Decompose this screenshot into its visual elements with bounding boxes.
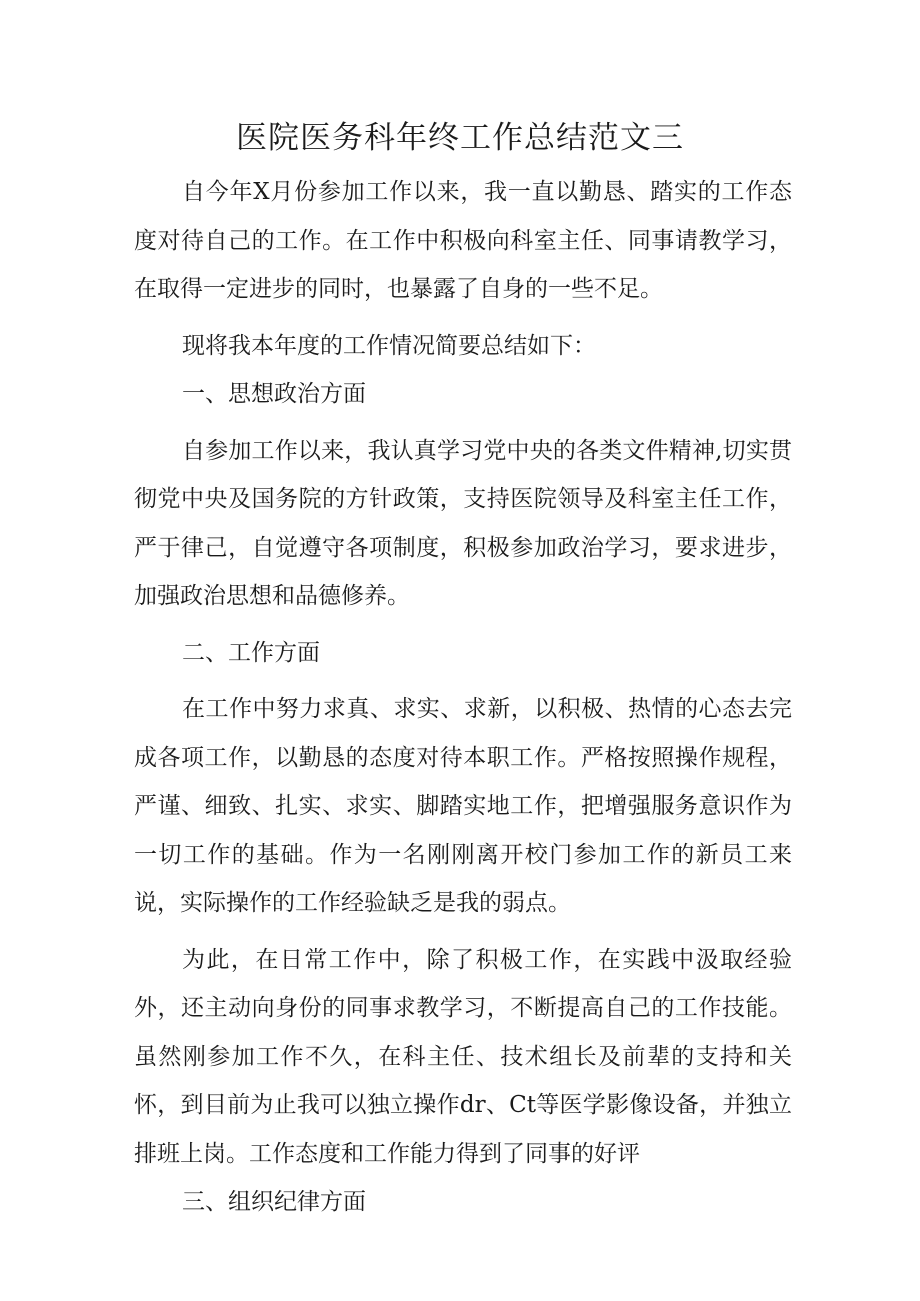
document-body — [134, 168, 792, 1227]
section-heading-discipline: 三、组织纪律方面 — [182, 1189, 366, 1215]
practice-paragraph: 为此，在日常工作中，除了积极工作，在实践中汲取经验外，还主动向身份的同事求教学习，不断提高自己的工作技能。虽然刚参加工作不久，在科主任、技术组长及前辈的支持和关怀，到目前为止我可以独立操作dr、Ct等医学影像设备，并独立排班上岗。工作态度和工作能力得到了同事的好评 — [134, 946, 792, 1167]
work-paragraph: 在工作中努力求真、求实、求新，以积极、热情的心态去完成各项工作，以勤恳的态度对待本职工作。严格按照操作规程，严谨、细致、扎实、求实、脚踏实地工作，把增强服务意识作为一切工作的基础。作为一名刚刚离开校门参加工作的新员工来说，实际操作的工作经验缺乏是我的弱点。 — [134, 696, 792, 916]
summary-lead: 现将我本年度的工作情况简要总结如下： — [182, 332, 596, 359]
document-title: 医院医务科年终工作总结范文三 — [236, 120, 684, 156]
section-heading-ideology: 一、思想政治方面 — [182, 381, 366, 407]
section-heading-work: 二、工作方面 — [182, 639, 320, 666]
intro-paragraph: 自今年X月份参加工作以来，我一直以勤恳、踏实的工作态度对待自己的工作。在工作中积极向科室主任、同事请教学习，在取得一定进步的同时，也暴露了自身的一些不足。 — [134, 179, 792, 302]
ideology-paragraph: 自参加工作以来，我认真学习党中央的各类文件精神,切实贯彻党中央及国务院的方针政策，支持医院领导及科室主任工作，严于律己，自觉遵守各项制度，积极参加政治学习，要求进步，加强政治思想和品德修养。 — [134, 437, 792, 609]
